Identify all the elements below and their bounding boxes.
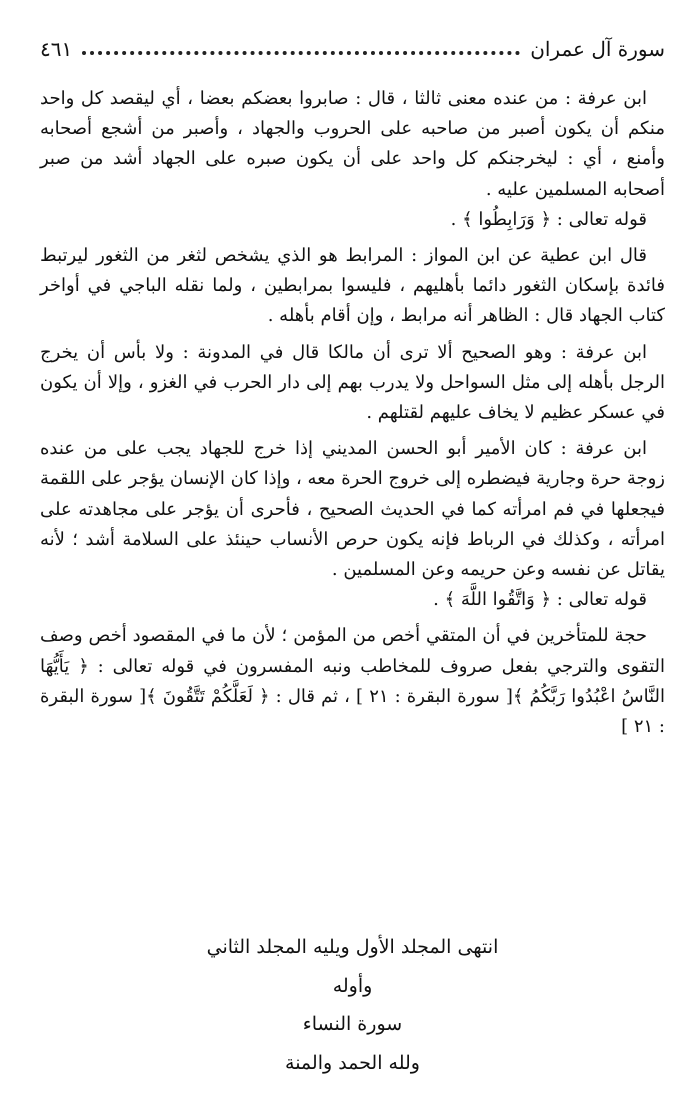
- paragraph-ibn-arafa-sabiru: ابن عرفة : من عنده معنى ثالثا ، قال : صابروا بعضكم بعضا ، أي ليقصد كل واحد منكم أن يكون أصبر من صاحبه على الحروب والجهاد ، وأصبر من أشجع أصحابه وأمنع ، أي : ليخرجنكم كل واحد على أن يكون صبره على الجهاد أشد من صبر أصحابه المسلمين عليه .: [40, 88, 665, 200]
- page-number: ٤٦١: [40, 37, 73, 61]
- paragraph-ibn-arafa-amir: ابن عرفة : كان الأمير أبو الحسن المديني إذا خرج للجهاد يجب على من عنده زوجة حرة وجارية فيضطره إلى خروج الحرة معه ، وإذا كان الإنسان يؤجر على اللقمة فيجعلها في فم امرأته كما في الحديث الصحيح ، فأحرى أن يؤجر على مجاهدته على امرأته ، وكذلك في الرباط فإنه يكون حرص الأنساب حينئذ على السلامة أشد ؛ لأنه يقاتل عن نفسه وعن حريمه وعن المسلمين .: [40, 438, 665, 581]
- page-header: [40, 32, 665, 66]
- closing-line-praise: ولله الحمد والمنة: [285, 1051, 420, 1074]
- page-body: [40, 84, 665, 742]
- closing-line-end-of-volume: انتهى المجلد الأول ويليه المجلد الثاني: [206, 936, 499, 958]
- closing-line-surah-nisa: سورة النساء: [302, 1013, 403, 1035]
- paragraph-ibn-atiyya: قال ابن عطية عن ابن المواز : المرابط هو الذي يشخص لثغر من الثغور ليرتبط فائدة بإسكان الثغور دائما بأهليهم ، فليسوا بمرابطين ، ولما نقله الباجي في أواخر كتاب الجهاد قال : الظاهر أنه مرابط ، وإن أقام بأهله .: [40, 245, 665, 327]
- paragraph-verse-ittaqu: قوله تعالى : ﴿ وَاتَّقُوا اللَّهَ ﴾ .: [433, 589, 647, 611]
- closing-line-and-its-beginning: وأوله: [332, 974, 373, 997]
- volume-closing-note: [40, 928, 665, 1082]
- paragraph-hujja: حجة للمتأخرين في أن المتقي أخص من المؤمن ؛ لأن ما في المقصود أخص وصف التقوى والترجي بفعل صروف للمخاطب ونبه المفسرون في قوله تعالى : ﴿ يَأَيُّهَا النَّاسُ اعْبُدُوا رَبَّكُمُ ﴾[ سورة البقرة : ٢١ ] ، ثم قال : ﴿ لَعَلَّكُمْ تَتَّقُونَ ﴾[ سورة البقرة : ٢١ ]: [40, 625, 666, 738]
- paragraph-verse-rabitu: قوله تعالى : ﴿ وَرَابِطُوا ﴾ .: [450, 208, 647, 230]
- header-dotted-leader: [82, 51, 520, 55]
- paragraph-ibn-arafa-sahih: ابن عرفة : وهو الصحيح ألا ترى أن مالكا قال في المدونة : ولا بأس أن يخرج الرجل بأهله إلى مثل السواحل ولا يدرب بهم إلى دار الحرب في الغزو ، وإلا أن يكون في عسكر عظيم لا يخاف عليهم لقتلهم .: [40, 341, 665, 424]
- surah-title: سورة آل عمران: [530, 37, 665, 61]
